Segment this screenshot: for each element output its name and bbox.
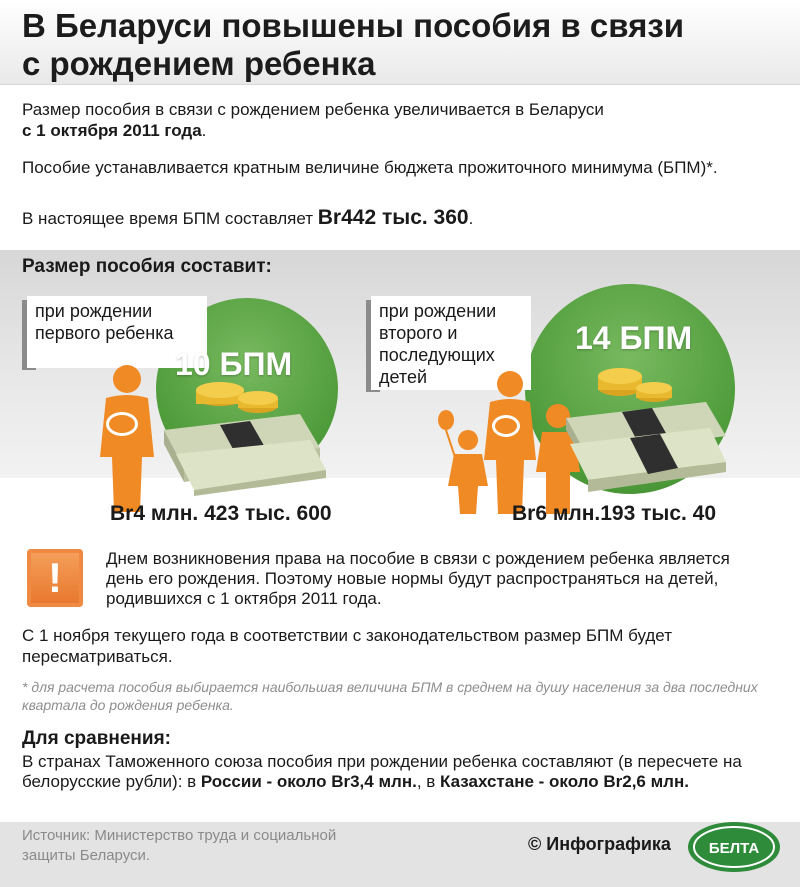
russia-value: России - около Br3,4 млн. (200, 772, 417, 791)
bpm-first: 10 БПМ (175, 346, 293, 382)
money-stack-icon (160, 378, 330, 496)
mother-with-baby-icon (92, 362, 162, 512)
intro-paragraph-2: Пособие устанавливается кратным величине бюджета прожиточного минимума (БПМ)*. (22, 158, 718, 177)
effective-date: с 1 октября 2011 года (22, 121, 202, 140)
comparison-heading: Для сравнения: (22, 728, 172, 749)
title-line-1: В Беларуси повышены пособия в связи (22, 7, 685, 44)
label-card-first: при рождении первого ребенка (27, 296, 207, 368)
copyright-text: © Инфографика (528, 834, 671, 854)
source-text: Источник: Министерство труда и социальной защиты Беларуси. (22, 827, 337, 864)
amount-first: Br4 млн. 423 тыс. 600 (110, 502, 332, 525)
belta-logo-text: БЕЛТА (708, 840, 760, 857)
bpm-second: 14 БПМ (575, 320, 693, 356)
kazakhstan-value: Казахстане - около Br2,6 млн. (440, 772, 689, 791)
benefits-heading: Размер пособия составит: (22, 256, 272, 277)
intro-paragraph-3: В настоящее время БПМ составляет Br442 тыс. 360. (22, 206, 474, 229)
money-stack-large-icon (560, 362, 730, 502)
intro-paragraph-1: Размер пособия в связи с рождением ребенка увеличивается в Беларуси с 1 октября 2011 года. (22, 100, 604, 140)
amount-second: Br6 млн.193 тыс. 40 (512, 502, 717, 525)
comparison-text: В странах Таможенного союза пособия при рождении ребенка составляют (в пересчете на белорусские рубли): в России - около Br3,4 млн., в Казахстане - около Br2,6 млн. (22, 752, 742, 791)
warning-text: Днем возникновения права на пособие в связи с рождением ребенка является день его рождения. Поэтому новые нормы будут распространяться на детей, родившихся с 1 октября 2011 года. (106, 549, 730, 608)
bpm-current-value: Br442 тыс. 360 (317, 206, 469, 229)
title-line-2: с рождением ребенка (22, 45, 376, 82)
page-title (22, 7, 792, 83)
label-card-second: при рождении второго и последующих детей (371, 296, 531, 390)
review-text: С 1 ноября текущего года в соответствии с законодательством размер БПМ будет пересматриваться. (22, 626, 672, 666)
belta-logo (686, 820, 782, 874)
footnote: * для расчета пособия выбирается наибольшая величина БПМ в среднем на душу населения за два последних квартала до рождения ребенка. (22, 679, 758, 713)
exclamation-mark: ! (48, 554, 62, 601)
